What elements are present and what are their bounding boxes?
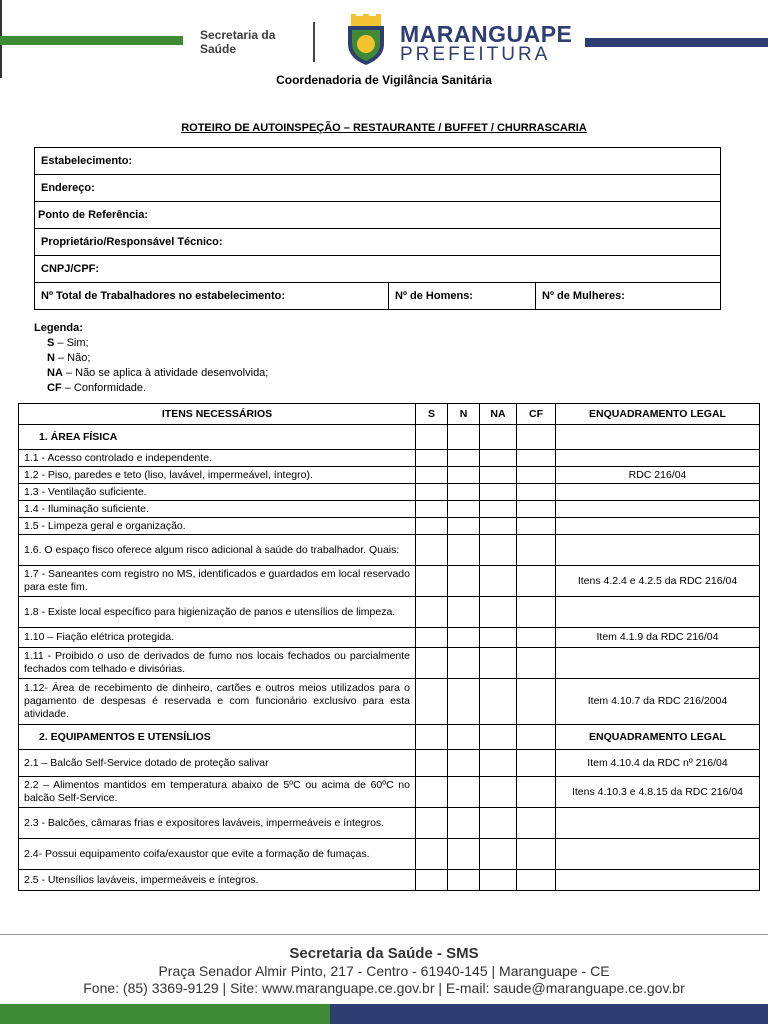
legal-reference bbox=[556, 518, 760, 535]
check-cell[interactable] bbox=[480, 425, 517, 450]
check-cell[interactable] bbox=[416, 777, 448, 808]
check-cell[interactable] bbox=[416, 425, 448, 450]
check-cell[interactable] bbox=[416, 839, 448, 870]
city-crest-icon bbox=[338, 12, 394, 68]
header-itens: ITENS NECESSÁRIOS bbox=[19, 404, 416, 425]
item-text: 2.2 – Alimentos mantidos em temperatura abaixo de 5ºC ou acima de 60ºC no balcão Self-Service. bbox=[19, 777, 416, 808]
check-cell[interactable] bbox=[517, 597, 556, 628]
check-cell[interactable] bbox=[480, 484, 517, 501]
check-cell[interactable] bbox=[448, 450, 480, 467]
check-cell[interactable] bbox=[448, 597, 480, 628]
check-cell[interactable] bbox=[517, 870, 556, 891]
check-cell[interactable] bbox=[480, 467, 517, 484]
check-cell[interactable] bbox=[517, 450, 556, 467]
legend-cf: CF – Conformidade. bbox=[47, 382, 147, 394]
check-cell[interactable] bbox=[480, 501, 517, 518]
item-text: 1.4 - Iluminação suficiente. bbox=[19, 501, 416, 518]
check-cell[interactable] bbox=[416, 484, 448, 501]
check-cell[interactable] bbox=[416, 518, 448, 535]
check-cell[interactable] bbox=[517, 484, 556, 501]
check-cell[interactable] bbox=[517, 750, 556, 777]
table-row bbox=[19, 518, 760, 535]
check-cell[interactable] bbox=[448, 870, 480, 891]
check-cell[interactable] bbox=[480, 450, 517, 467]
check-cell[interactable] bbox=[416, 450, 448, 467]
legal-reference: Itens 4.10.3 e 4.8.15 da RDC 216/04 bbox=[556, 777, 760, 808]
legal-reference bbox=[556, 484, 760, 501]
header-s: S bbox=[416, 404, 448, 425]
section-row bbox=[19, 425, 760, 450]
footer-green-bar bbox=[0, 1004, 330, 1024]
check-cell[interactable] bbox=[517, 566, 556, 597]
section-1-title: 1. ÁREA FÍSICA bbox=[19, 425, 416, 450]
check-cell[interactable] bbox=[480, 535, 517, 566]
check-cell[interactable] bbox=[448, 750, 480, 777]
city-title: MARANGUAPE bbox=[400, 21, 573, 47]
check-cell[interactable] bbox=[448, 566, 480, 597]
item-text: 1.7 - Saneantes com registro no MS, identificados e guardados em local reservado para este fim. bbox=[19, 566, 416, 597]
item-text: 1.3 - Ventilação suficiente. bbox=[19, 484, 416, 501]
check-cell[interactable] bbox=[416, 750, 448, 777]
check-cell[interactable] bbox=[480, 808, 517, 839]
check-cell[interactable] bbox=[416, 725, 448, 750]
check-cell[interactable] bbox=[448, 518, 480, 535]
footer-blue-bar bbox=[330, 1004, 768, 1024]
item-text: 1.11 - Proibido o uso de derivados de fumo nos locais fechados ou parcialmente fechados com telhado e divisórias. bbox=[19, 648, 416, 679]
item-text: 1.6. O espaço fisco oferece algum risco adicional à saúde do trabalhador. Quais: bbox=[19, 535, 416, 566]
check-cell[interactable] bbox=[480, 597, 517, 628]
check-cell[interactable] bbox=[448, 725, 480, 750]
legend-s: S – Sim; bbox=[47, 337, 89, 349]
item-text: 2.4- Possui equipamento coifa/exaustor que evite a formação de fumaças. bbox=[19, 839, 416, 870]
check-cell[interactable] bbox=[517, 679, 556, 725]
header-na: NA bbox=[480, 404, 517, 425]
legal-reference: Item 4.10.4 da RDC nº 216/04 bbox=[556, 750, 760, 777]
table-row bbox=[19, 648, 760, 679]
cnpj-field[interactable]: CNPJ/CPF: bbox=[35, 256, 721, 283]
table-row bbox=[19, 628, 760, 648]
legal-reference: RDC 216/04 bbox=[556, 467, 760, 484]
header-legal: ENQUADRAMENTO LEGAL bbox=[556, 404, 760, 425]
check-cell[interactable] bbox=[517, 628, 556, 648]
table-row bbox=[19, 750, 760, 777]
table-row bbox=[19, 535, 760, 566]
check-cell[interactable] bbox=[448, 628, 480, 648]
check-cell[interactable] bbox=[480, 518, 517, 535]
check-cell[interactable] bbox=[416, 467, 448, 484]
legend-n: N – Não; bbox=[47, 352, 91, 364]
check-cell[interactable] bbox=[517, 467, 556, 484]
table-header-row bbox=[19, 404, 760, 425]
item-text: 2.1 – Balcão Self-Service dotado de proteção salivar bbox=[19, 750, 416, 777]
header-green-bar bbox=[0, 36, 183, 45]
legend bbox=[34, 321, 268, 396]
check-cell[interactable] bbox=[448, 679, 480, 725]
legal-reference bbox=[556, 597, 760, 628]
legal-reference: Item 4.10.7 da RDC 216/2004 bbox=[556, 679, 760, 725]
mulheres-field[interactable]: Nº de Mulheres: bbox=[536, 283, 721, 310]
table-row bbox=[19, 501, 760, 518]
check-cell[interactable] bbox=[448, 425, 480, 450]
item-text: 1.1 - Acesso controlado e independente. bbox=[19, 450, 416, 467]
table-row bbox=[19, 597, 760, 628]
total-trabalhadores-field[interactable]: Nº Total de Trabalhadores no estabelecimento: bbox=[35, 283, 389, 310]
table-row bbox=[19, 839, 760, 870]
footer-title: Secretaria da Saúde - SMS bbox=[289, 945, 479, 962]
legal-reference bbox=[556, 839, 760, 870]
footer-address: Praça Senador Almir Pinto, 217 - Centro - 61940-145 | Maranguape - CE bbox=[158, 963, 610, 979]
table-row bbox=[19, 450, 760, 467]
legal-reference bbox=[556, 870, 760, 891]
footer-contact: Fone: (85) 3369-9129 | Site: www.maranguape.ce.gov.br | E-mail: saude@maranguape.ce.gov.br bbox=[83, 980, 685, 996]
secretaria-line1: Secretaria da bbox=[200, 28, 276, 42]
legal-reference: Itens 4.2.4 e 4.2.5 da RDC 216/04 bbox=[556, 566, 760, 597]
legal-reference bbox=[556, 808, 760, 839]
check-cell[interactable] bbox=[480, 870, 517, 891]
legend-na: NA – Não se aplica à atividade desenvolvida; bbox=[47, 367, 269, 379]
section-2-title: 2. EQUIPAMENTOS E UTENSÍLIOS bbox=[19, 725, 416, 750]
check-cell[interactable] bbox=[517, 777, 556, 808]
legal-reference bbox=[556, 450, 760, 467]
legal-reference bbox=[556, 648, 760, 679]
item-text: 1.2 - Piso, paredes e teto (liso, lavável, impermeável, íntegro). bbox=[19, 467, 416, 484]
check-cell[interactable] bbox=[517, 501, 556, 518]
check-cell[interactable] bbox=[448, 839, 480, 870]
check-cell[interactable] bbox=[416, 628, 448, 648]
coordenadoria-title: Coordenadoria de Vigilância Sanitária bbox=[276, 73, 492, 87]
check-cell[interactable] bbox=[480, 566, 517, 597]
check-cell[interactable] bbox=[416, 870, 448, 891]
city-subtitle: PREFEITURA bbox=[400, 44, 551, 65]
logo-divider bbox=[313, 22, 315, 62]
section-2-legal-header: ENQUADRAMENTO LEGAL bbox=[556, 725, 760, 750]
table-row bbox=[19, 484, 760, 501]
item-text: 2.3 - Balcões, câmaras frias e expositores laváveis, impermeáveis e íntegros. bbox=[19, 808, 416, 839]
check-cell[interactable] bbox=[448, 535, 480, 566]
legal-reference bbox=[556, 535, 760, 566]
ponto-referencia-field[interactable]: Ponto de Referência: bbox=[35, 202, 721, 229]
check-cell[interactable] bbox=[517, 808, 556, 839]
table-row bbox=[19, 679, 760, 725]
check-cell[interactable] bbox=[448, 467, 480, 484]
check-cell[interactable] bbox=[416, 808, 448, 839]
checklist-table bbox=[18, 403, 760, 891]
check-cell[interactable] bbox=[480, 648, 517, 679]
table-row bbox=[19, 566, 760, 597]
footer-divider bbox=[0, 934, 768, 935]
check-cell[interactable] bbox=[517, 725, 556, 750]
check-cell[interactable] bbox=[416, 597, 448, 628]
estabelecimento-field[interactable]: Estabelecimento: bbox=[35, 148, 721, 175]
check-cell[interactable] bbox=[480, 679, 517, 725]
item-text: 1.10 – Fiação elétrica protegida. bbox=[19, 628, 416, 648]
check-cell[interactable] bbox=[416, 648, 448, 679]
check-cell[interactable] bbox=[517, 535, 556, 566]
item-text: 1.5 - Limpeza geral e organização. bbox=[19, 518, 416, 535]
table-row bbox=[19, 870, 760, 891]
check-cell[interactable] bbox=[480, 750, 517, 777]
check-cell[interactable] bbox=[517, 648, 556, 679]
check-cell[interactable] bbox=[480, 628, 517, 648]
check-cell[interactable] bbox=[448, 501, 480, 518]
check-cell[interactable] bbox=[416, 566, 448, 597]
header-n: N bbox=[448, 404, 480, 425]
legal-reference bbox=[556, 501, 760, 518]
legal-reference: Item 4.1.9 da RDC 216/04 bbox=[556, 628, 760, 648]
item-text: 2.5 - Utensílios laváveis, impermeáveis e íntegros. bbox=[19, 870, 416, 891]
legend-title: Legenda: bbox=[34, 322, 83, 334]
header-blue-bar bbox=[585, 38, 768, 47]
section-row bbox=[19, 725, 760, 750]
document-title: ROTEIRO DE AUTOINSPEÇÃO – RESTAURANTE / BUFFET / CHURRASCARIA bbox=[181, 122, 587, 134]
table-row bbox=[19, 467, 760, 484]
check-cell[interactable] bbox=[480, 839, 517, 870]
check-cell[interactable] bbox=[517, 839, 556, 870]
check-cell[interactable] bbox=[517, 425, 556, 450]
check-cell[interactable] bbox=[448, 648, 480, 679]
proprietario-field[interactable]: Proprietário/Responsável Técnico: bbox=[35, 229, 721, 256]
check-cell[interactable] bbox=[448, 484, 480, 501]
check-cell[interactable] bbox=[416, 501, 448, 518]
header-cf: CF bbox=[517, 404, 556, 425]
check-cell[interactable] bbox=[416, 535, 448, 566]
check-cell[interactable] bbox=[448, 808, 480, 839]
establishment-table bbox=[34, 147, 721, 310]
check-cell[interactable] bbox=[448, 777, 480, 808]
check-cell[interactable] bbox=[517, 518, 556, 535]
check-cell[interactable] bbox=[480, 777, 517, 808]
secretaria-logo-text bbox=[200, 28, 275, 56]
table-row bbox=[19, 777, 760, 808]
item-text: 1.12- Área de recebimento de dinheiro, cartões e outros meios utilizados para o pagamento de despesas é reservada e com funcionário exclusivo para esta atividade. bbox=[19, 679, 416, 725]
endereco-field[interactable]: Endereço: bbox=[35, 175, 721, 202]
check-cell[interactable] bbox=[480, 725, 517, 750]
item-text: 1.8 - Existe local específico para higienização de panos e utensílios de limpeza. bbox=[19, 597, 416, 628]
legal-cell bbox=[556, 425, 760, 450]
check-cell[interactable] bbox=[416, 679, 448, 725]
table-row bbox=[19, 808, 760, 839]
homens-field[interactable]: Nº de Homens: bbox=[389, 283, 536, 310]
secretaria-line2: Saúde bbox=[200, 42, 237, 56]
